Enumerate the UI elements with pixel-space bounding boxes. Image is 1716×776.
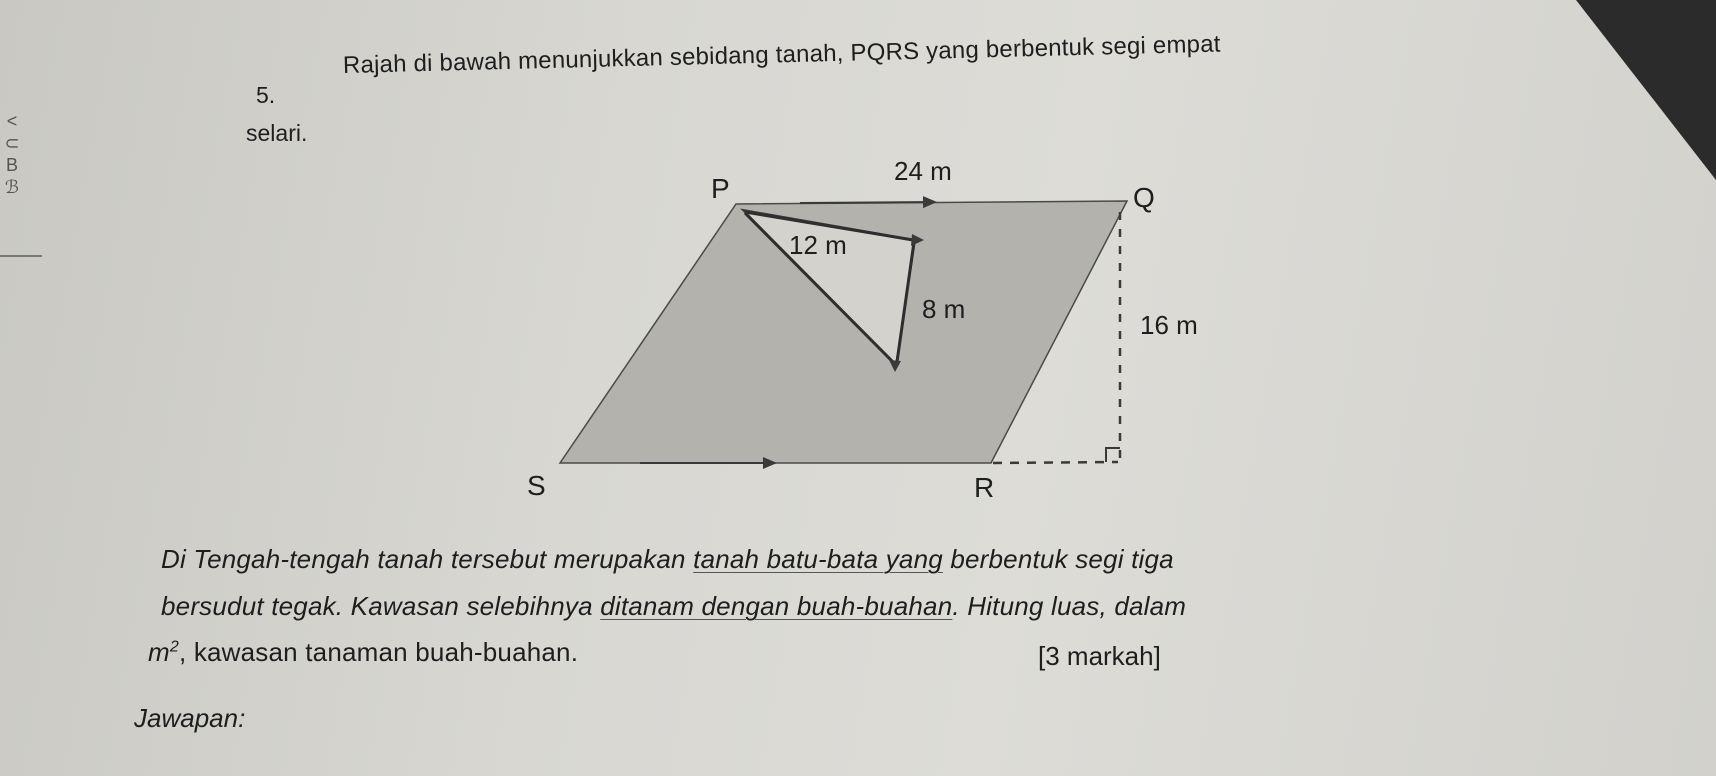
triangle-height-length-label: 8 m xyxy=(922,294,966,324)
margin-mark: ℬ xyxy=(4,177,20,197)
margin-mark: < xyxy=(6,111,18,131)
body-text-line3 xyxy=(148,637,578,668)
answer-label: Jawapan: xyxy=(134,703,246,733)
body-line2-underlined: ditanam dengan buah-buahan xyxy=(600,591,953,621)
marks-label: [3 markah] xyxy=(1038,641,1161,671)
unit-exponent: 2 xyxy=(169,638,179,656)
top-side-length-label: 24 m xyxy=(894,156,952,186)
question-number: 5. xyxy=(256,82,276,108)
right-angle-marker xyxy=(1106,448,1120,462)
body-line1-underlined: tanah batu-bata yang xyxy=(693,544,943,574)
extension-dashed-line xyxy=(993,462,1118,463)
body-line3-rest: , kawasan tanaman buah-buahan. xyxy=(178,637,579,667)
body-line2-end: . Hitung luas, dalam xyxy=(952,591,1187,621)
vertex-p-label: P xyxy=(711,173,730,204)
top-side-parallel-arrow xyxy=(800,202,935,203)
vertex-q-label: Q xyxy=(1133,182,1155,213)
body-text-line1 xyxy=(161,544,1174,575)
question-text-line1: Rajah di bawah menunjukkan sebidang tanah, PQRS yang berbentuk segi empat xyxy=(342,30,1221,79)
question-text-line2: selari. xyxy=(246,120,308,146)
body-text-line2 xyxy=(161,591,1186,622)
triangle-base-length-label: 12 m xyxy=(789,230,847,260)
margin-mark: B xyxy=(5,155,18,175)
body-line1-start: Di Tengah-tengah tanah tersebut merupakan xyxy=(161,544,694,574)
vertex-r-label: R xyxy=(974,472,995,503)
body-line1-end: berbentuk segi tiga xyxy=(942,544,1174,574)
vertex-s-label: S xyxy=(527,470,546,501)
body-line2-start: bersudut tegak. Kawasan selebihnya xyxy=(161,591,601,621)
height-length-label: 16 m xyxy=(1140,310,1198,340)
unit-m: m xyxy=(148,637,170,667)
margin-mark: ⊂ xyxy=(4,133,20,153)
